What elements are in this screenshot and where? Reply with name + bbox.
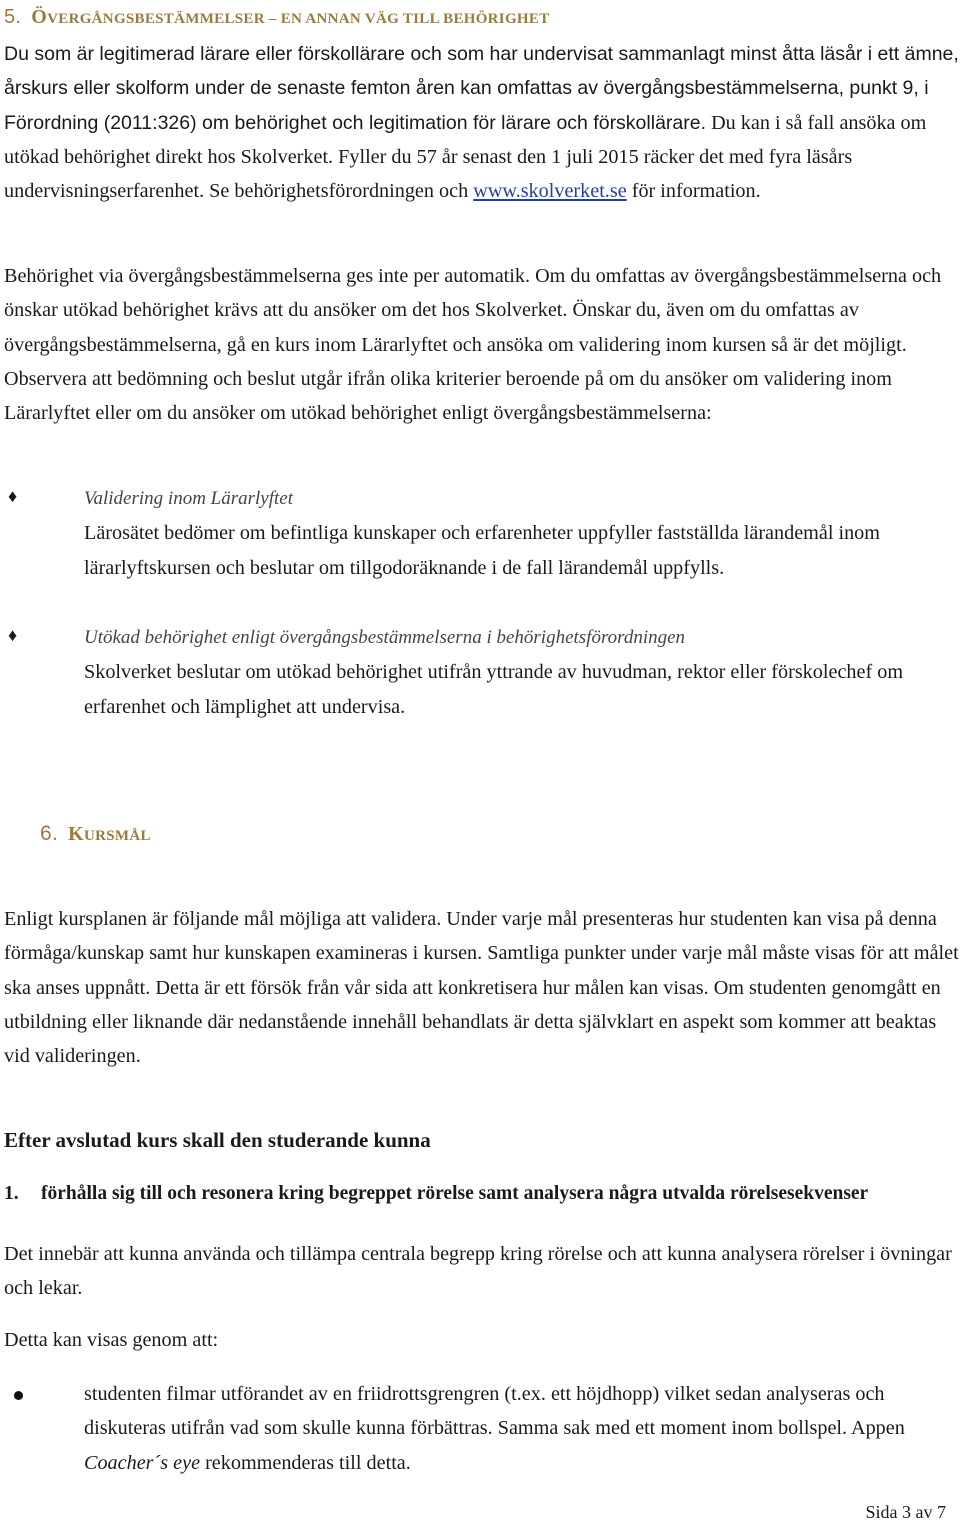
goals-heading: Efter avslutad kurs skall den studerande kunna <box>4 1128 431 1152</box>
bullet-title: Utökad behörighet enligt övergångsbestämmelserna i behörighetsförordningen <box>84 627 686 648</box>
bullet-title: Validering inom Lärarlyftet <box>84 488 293 509</box>
app-name: Coacher´s eye <box>84 1451 201 1474</box>
goal-text: förhålla sig till och resonera kring begreppet rörelse samt analysera några utvalda rörelsesekvenser <box>41 1183 869 1204</box>
page-number: Sida 3 av 7 <box>865 1502 946 1522</box>
paragraph-kursmal: Enligt kursplanen är följande mål möjliga att validera. Under varje mål presenteras hur studenten kan visa på denna förmåga/kunskap samt hur kunskapen examineras i kursen. Samtliga punkter under varje mål måste visas för att målet ska anses uppnått. Detta är ett försök från vår sida att konkretisera hur målen kan visas. Om studenten genomgått en utbildning eller liknande där nedanstående innehåll behandlats är detta självklart en aspekt som kommer att beaktas vid valideringen. <box>4 908 959 1068</box>
paragraph-automatic: Behörighet via övergångsbestämmelserna ges inte per automatik. Om du omfattas av övergångsbestämmelserna och önskar utökad behörighet krävs att du ansöker om det hos Skolverket. Önskar du, även om du omfattas av övergångsbestämmelserna, gå en kurs inom Lärarlyftet och ansöka om validering inom kursen så är det möjligt. Observera att bedömning och beslut utgår ifrån olika kriterier beroende på om du ansöker om validering inom Lärarlyftet eller om du ansöker om utökad behörighet enligt övergångsbestämmelserna: <box>4 265 942 425</box>
skolverket-link[interactable]: www.skolverket.se <box>473 180 627 203</box>
section-6-heading: 6. KURSMÅL <box>40 822 151 845</box>
bullet-text: Skolverket beslutar om utökad behörighet utifrån yttrande av huvudman, rektor eller förskolechef om erfarenhet och lämplighet att undervisa. <box>84 661 904 718</box>
diamond-bullet-icon: ♦ <box>8 486 18 506</box>
shown-by-label: Detta kan visas genom att: <box>4 1329 219 1351</box>
document-page: 5. ÖVERGÅNGSBESTÄMMELSER – EN ANNAN VÄG TILL BEHÖRIGHET Du som är legitimerad lärare eller förskollärare och som har undervisat sammanlagt minst åtta läsår i ett ämne, årskurs eller skolform under de senaste femton åren kan omfattas av övergångsbestämmelserna, punkt 9, i Förordning (2011:326) om behörighet och legitimation för lärare och förskollärare. Du kan i så fall ansöka om utökad behörighet direkt hos Skolverket. Fyller du 57 år senast den 1 juli 2015 räcker det med fyra läsårs undervisningserfarenhet. Se behörighetsförordningen och www.skolverket.se för information. Behörighet via övergångsbestämmelserna ges inte per automatik. Om du omfattas av övergångsbestämmelserna och önskar utökad behörighet krävs att du ansöker om det hos Skolverket. Önskar du, även om du omfattas av övergångsbestämmelserna, gå en kurs inom Lärarlyftet och ansöka om validering inom kursen så är det möjligt. Observera att bedömning och beslut utgår ifrån olika kriterier beroende på om du ansöker om validering inom Lärarlyftet eller om du ansöker om utökad behörighet enligt övergångsbestämmelserna: ♦ Validering inom Lärarlyftet Lärosätet bedömer om befintliga kunskaper och erfarenheter uppfyller fastställda lärandemål inom lärarlyftskursen och beslutar om tillgodoräknande i de fall lärandemål uppfylls. ♦ Utökad behörighet enligt övergångsbestämmelserna i behörighetsförordningen Skolverket beslutar om utökad behörighet utifrån yttrande av huvudman, rektor eller förskolechef om erfarenhet och lämplighet att undervisa. 6. KURSMÅL Enligt kursplanen är följande mål möjliga att validera. Under varje mål presenteras hur studenten kan visa på denna förmåga/kunskap samt hur kunskapen examineras i kursen. Samtliga punkter under varje mål måste visas för att målet ska anses uppnått. Detta är ett försök från vår sida att konkretisera hur målen kan visas. Om studenten genomgått en utbildning eller liknande där nedanstående innehåll behandlats är detta självklart en aspekt som kommer att beaktas vid valideringen. Efter avslutad kurs skall den studerande kunna 1. förhålla sig till och resonera kring begreppet rörelse samt analysera några utvalda rörelsesekvenser Det innebär att kunna använda och tillämpa centrala begrepp kring rörelse och att kunna analysera rörelser i övningar och lekar. Detta kan visas genom att: studenten filmar utförandet av en friidrottsgrengren (t.ex. ett höjdhopp) vilket sedan analyseras och diskuteras utifrån vad som skulle kunna förbättras. Samma sak med ett moment inom bollspel. Appen Coacher´s eye rekommenderas till detta. Sida 3 av 7 <box>4 6 959 1522</box>
bullet-text: Lärosätet bedömer om befintliga kunskaper och erfarenheter uppfyller fastställda lärandemål inom lärarlyftskursen och beslutar om tillgodoräknande i de fall lärandemål uppfylls. <box>84 522 880 579</box>
goal-1 <box>4 1180 904 1236</box>
section-number: 6. <box>40 822 59 845</box>
diamond-bullet-icon: ♦ <box>8 625 18 645</box>
section-number: 5. <box>4 6 22 28</box>
section-5-heading: 5. ÖVERGÅNGSBESTÄMMELSER – EN ANNAN VÄG TILL BEHÖRIGHET <box>4 6 550 28</box>
bullet-dot-icon <box>14 1391 23 1400</box>
goal-number: 1. <box>4 1183 19 1204</box>
paragraph-eligibility: Du som är legitimerad lärare eller förskollärare och som har undervisat sammanlagt minst åtta läsår i ett ämne, årskurs eller skolform under de senaste femton åren kan omfattas av övergångsbestämmelserna, punkt 9, i Förordning (2011:326) om behörighet och legitimation för lärare och förskollärare. Du kan i så fall ansöka om utökad behörighet direkt hos Skolverket. Fyller du 57 år senast den 1 juli 2015 räcker det med fyra läsårs undervisningserfarenhet. Se behörighetsförordningen och www.skolverket.se för information. <box>4 43 959 203</box>
goal-description: Det innebär att kunna använda och tillämpa centrala begrepp kring rörelse och att kunna analysera rörelser i övningar och lekar. <box>4 1243 952 1300</box>
